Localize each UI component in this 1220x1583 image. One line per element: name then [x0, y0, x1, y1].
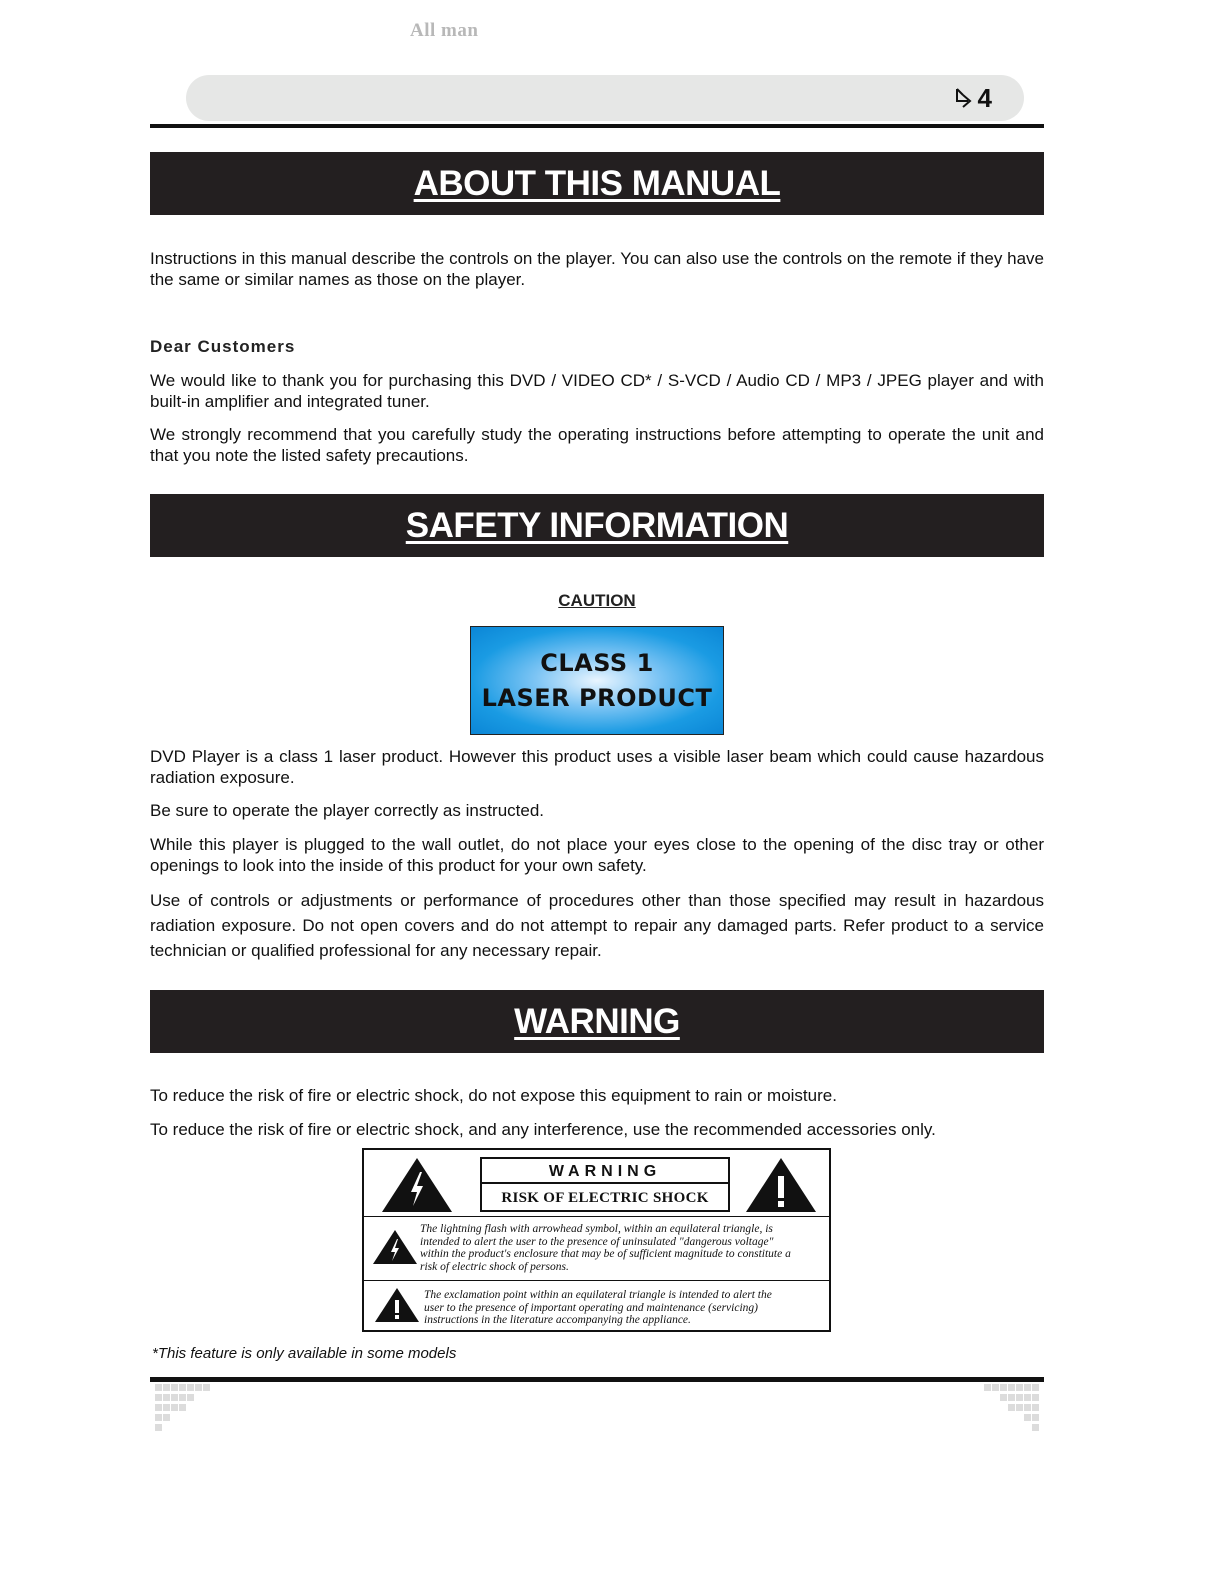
dear-customers-heading: Dear Customers [150, 337, 296, 356]
exclamation-explanation-row [364, 1281, 829, 1332]
caution-heading: CAUTION [558, 591, 636, 610]
laser-product-label [470, 626, 724, 735]
decorative-dot [187, 1384, 194, 1391]
exclamation-explanation-text: The exclamation point within an equilateral triangle is intended to alert the user to the presence of important operating and maintenance (servicing) instructions in the literature accompanying the appliance. [424, 1289, 772, 1326]
decorative-dot [179, 1384, 186, 1391]
about-intro: Instructions in this manual describe the controls on the player. You can also use the controls on the remote if they have the same or similar names as those on the player. [150, 249, 1044, 289]
lightning-triangle-small-icon [372, 1229, 418, 1265]
decorative-dot [1000, 1394, 1007, 1401]
warning-label-header [364, 1150, 829, 1217]
decorative-dot [1024, 1414, 1031, 1421]
page-header-bar [186, 75, 1024, 121]
decorative-dot [155, 1394, 162, 1401]
decorative-dot [163, 1404, 170, 1411]
decorative-dot [1008, 1404, 1015, 1411]
decorative-dot [1024, 1384, 1031, 1391]
decorative-dot [171, 1404, 178, 1411]
decorative-dot [163, 1384, 170, 1391]
about-paragraph: We strongly recommend that you carefully study the operating instructions before attempting to operate the unit and that you note the listed safety precautions. [150, 425, 1044, 465]
decorative-dot [163, 1394, 170, 1401]
lightning-explanation-text: The lightning flash with arrowhead symbol, within an equilateral triangle, is intended to alert the user to the presence of uninsulated "dangerous voltage" within the product's enclosure that may be of sufficient magnitude to constitute a risk of electric shock of persons. [420, 1223, 791, 1273]
safety-paragraph: DVD Player is a class 1 laser product. However this product uses a visible laser beam which could cause hazardous radiation exposure. [150, 747, 1044, 787]
warning-paragraph: To reduce the risk of fire or electric shock, and any interference, use the recommended accessories only. [150, 1120, 936, 1139]
decorative-dot [1016, 1394, 1023, 1401]
warning-label-title: WARNING [482, 1159, 728, 1184]
decorative-dot [171, 1384, 178, 1391]
safety-paragraph: Be sure to operate the player correctly as instructed. [150, 801, 545, 820]
about-section-header [150, 152, 1044, 215]
decorative-dot [155, 1414, 162, 1421]
decorative-dot [1008, 1394, 1015, 1401]
about-paragraph: We would like to thank you for purchasing this DVD / VIDEO CD* / S-VCD / Audio CD / MP3 / JPEG player and with built-in amplifier and integrated tuner. [150, 371, 1044, 411]
decorative-dot [179, 1394, 186, 1401]
warning-paragraph: To reduce the risk of fire or electric shock, do not expose this equipment to rain or moisture. [150, 1086, 837, 1105]
decorative-dot [155, 1424, 162, 1431]
safety-paragraph: Use of controls or adjustments or performance of procedures other than those specified may result in hazardous radiation exposure. Do not open covers and do not attempt to repair any damaged parts. Refer product to a service technician or qualified professional for any necessary repair. [150, 891, 1044, 960]
lightning-explanation-row [364, 1217, 829, 1281]
decorative-dot [1024, 1404, 1031, 1411]
safety-section-header [150, 494, 1044, 557]
page-number-text: 4 [977, 83, 992, 113]
decorative-dot [155, 1384, 162, 1391]
decorative-dot [1032, 1394, 1039, 1401]
decorative-dot [1016, 1384, 1023, 1391]
safety-title: SAFETY INFORMATION [405, 505, 789, 545]
warning-label-subtitle: RISK OF ELECTRIC SHOCK [501, 1190, 709, 1206]
arrow-pointer-icon [954, 87, 976, 111]
decorative-dot [984, 1384, 991, 1391]
exclamation-triangle-icon [744, 1156, 818, 1214]
decorative-dot [1016, 1404, 1023, 1411]
safety-paragraph: While this player is plugged to the wall outlet, do not place your eyes close to the opening of the disc tray or other openings to look into the inside of this product for your own safety. [150, 835, 1044, 875]
decorative-dot [1000, 1384, 1007, 1391]
page-number [954, 83, 992, 114]
warning-section-header [150, 990, 1044, 1053]
brand-name: All man [410, 20, 479, 41]
warning-title: WARNING [514, 1001, 680, 1041]
decorative-dot [1032, 1424, 1039, 1431]
laser-label-line: LASER PRODUCT [481, 683, 713, 712]
decorative-dot [163, 1414, 170, 1421]
footnote: *This feature is only available in some models [152, 1345, 457, 1362]
decorative-dot [1008, 1384, 1015, 1391]
decorative-dot [203, 1384, 210, 1391]
decorative-dot [1024, 1394, 1031, 1401]
decorative-dot [179, 1404, 186, 1411]
decorative-dot [155, 1404, 162, 1411]
decorative-dot [171, 1394, 178, 1401]
about-title: ABOUT THIS MANUAL [413, 163, 781, 203]
exclamation-triangle-small-icon [374, 1287, 420, 1323]
decorative-dot [187, 1394, 194, 1401]
decorative-dot [195, 1384, 202, 1391]
decorative-dot [1032, 1404, 1039, 1411]
laser-label-line: CLASS 1 [540, 648, 654, 677]
top-rule [150, 124, 1044, 128]
decorative-dot [1032, 1384, 1039, 1391]
warning-label-box [480, 1157, 730, 1212]
lightning-triangle-icon [380, 1156, 454, 1214]
bottom-rule [150, 1377, 1044, 1382]
decorative-dot [1032, 1414, 1039, 1421]
electric-shock-warning-label [362, 1148, 831, 1332]
decorative-dot [992, 1384, 999, 1391]
